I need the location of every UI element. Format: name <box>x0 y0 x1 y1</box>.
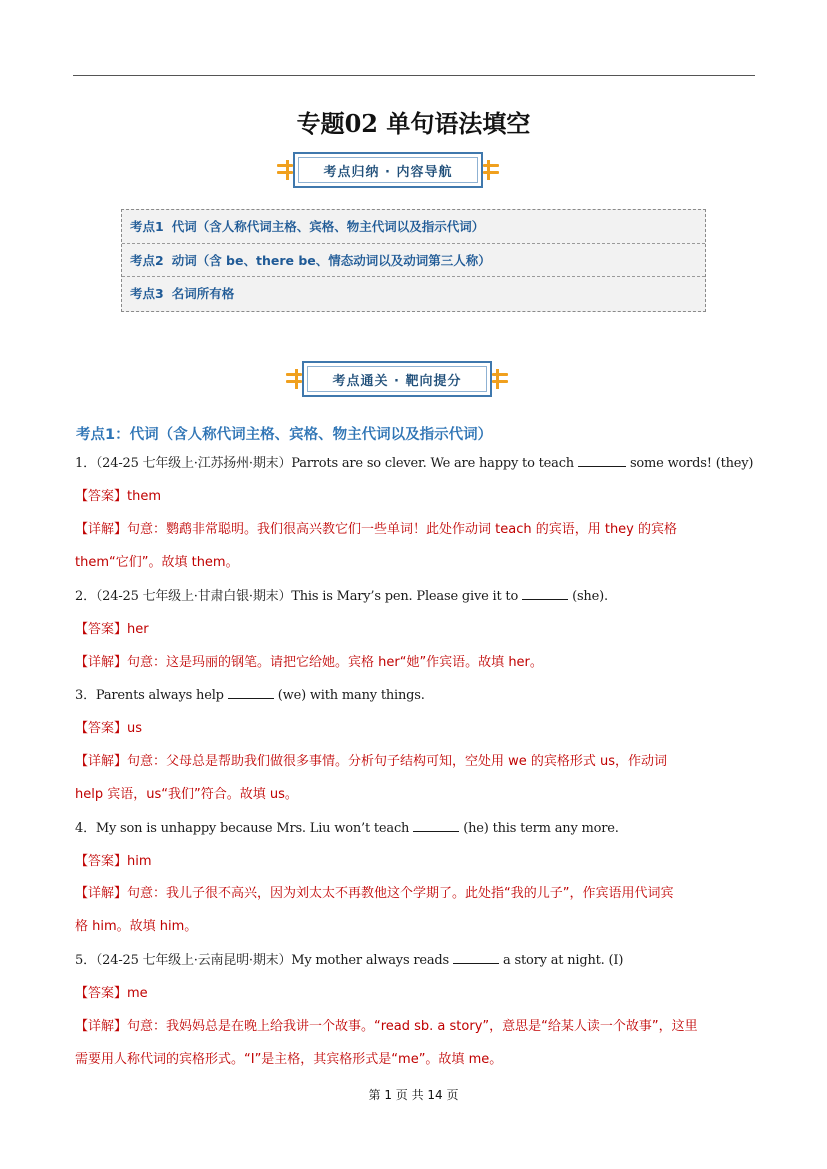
toc-item-2[interactable]: 考点2 动词（含 be、there be、情态动词以及动词第三人称） <box>122 243 705 276</box>
question-2: 2．（24-25 七年级上·甘肃白银·期末）This is Mary’s pen. Please give it to (she). <box>75 589 608 604</box>
toc-box <box>121 209 706 312</box>
answer-blank[interactable] <box>228 686 274 699</box>
decor-icon <box>277 160 293 180</box>
toc-item-3[interactable]: 考点3 名词所有格 <box>122 276 705 309</box>
explanation-5-line-2: 需要用人称代词的宾格形式。“I”是主格，其宾格形式是“me”。故填 me。 <box>75 1052 503 1067</box>
decor-icon <box>286 369 302 389</box>
decor-icon <box>483 160 499 180</box>
question-3: 3．Parents always help (we) with many things. <box>75 688 425 703</box>
answer-blank[interactable] <box>453 951 499 964</box>
explanation-3-line-1: 【详解】句意：父母总是帮助我们做很多事情。分析句子结构可知，空处用 we 的宾格形式 us，作动词 <box>75 754 668 769</box>
section-heading: 考点1：代词（含人称代词主格、宾格、物主代词以及指示代词） <box>76 427 493 443</box>
answer-4: 【答案】him <box>75 854 152 869</box>
explanation-1-line-2: them“它们”。故填 them。 <box>75 555 239 570</box>
question-1: 1．（24-25 七年级上·江苏扬州·期末）Parrots are so clever. We are happy to teach some words! (they) <box>75 456 754 471</box>
section-banner-practice <box>286 361 508 397</box>
explanation-1-line-1: 【详解】句意：鹦鹉非常聪明。我们很高兴教它们一些单词！此处作动词 teach 的宾语，用 they 的宾格 <box>75 522 678 537</box>
answer-1: 【答案】them <box>75 489 161 504</box>
explanation-2-line-1: 【详解】句意：这是玛丽的钢笔。请把它给她。宾格 her“她”作宾语。故填 her。 <box>75 655 543 670</box>
banner-label: 考点通关 · 靶向提分 <box>332 373 462 389</box>
answer-3: 【答案】us <box>75 721 143 736</box>
answer-blank[interactable] <box>522 587 568 600</box>
page-footer: 第 1 页 共 14 页 <box>368 1088 459 1102</box>
explanation-5-line-1: 【详解】句意：我妈妈总是在晚上给我讲一个故事。“read sb. a story”，意思是“给某人读一个故事”，这里 <box>75 1019 698 1034</box>
question-4: 4．My son is unhappy because Mrs. Liu won’t teach (he) this term any more. <box>75 821 619 836</box>
answer-blank[interactable] <box>413 819 459 832</box>
toc-item-1[interactable]: 考点1 代词（含人称代词主格、宾格、物主代词以及指示代词） <box>130 219 485 234</box>
page-title: 专题02 单句语法填空 <box>296 109 531 138</box>
explanation-3-line-2: help 宾语，us“我们”符合。故填 us。 <box>75 787 298 802</box>
explanation-4-line-1: 【详解】句意：我儿子很不高兴，因为刘太太不再教他这个学期了。此处指“我的儿子”，作宾语用代词宾 <box>75 886 674 901</box>
decor-icon <box>492 369 508 389</box>
answer-blank[interactable] <box>578 454 626 467</box>
answer-5: 【答案】me <box>75 986 148 1001</box>
explanation-4-line-2: 格 him。故填 him。 <box>75 919 198 934</box>
top-rule <box>73 75 755 76</box>
section-banner-navigation <box>277 152 499 188</box>
banner-label: 考点归纳 · 内容导航 <box>323 164 453 180</box>
question-5: 5．（24-25 七年级上·云南昆明·期末）My mother always reads a story at night. (I) <box>75 953 624 968</box>
answer-2: 【答案】her <box>75 622 149 637</box>
